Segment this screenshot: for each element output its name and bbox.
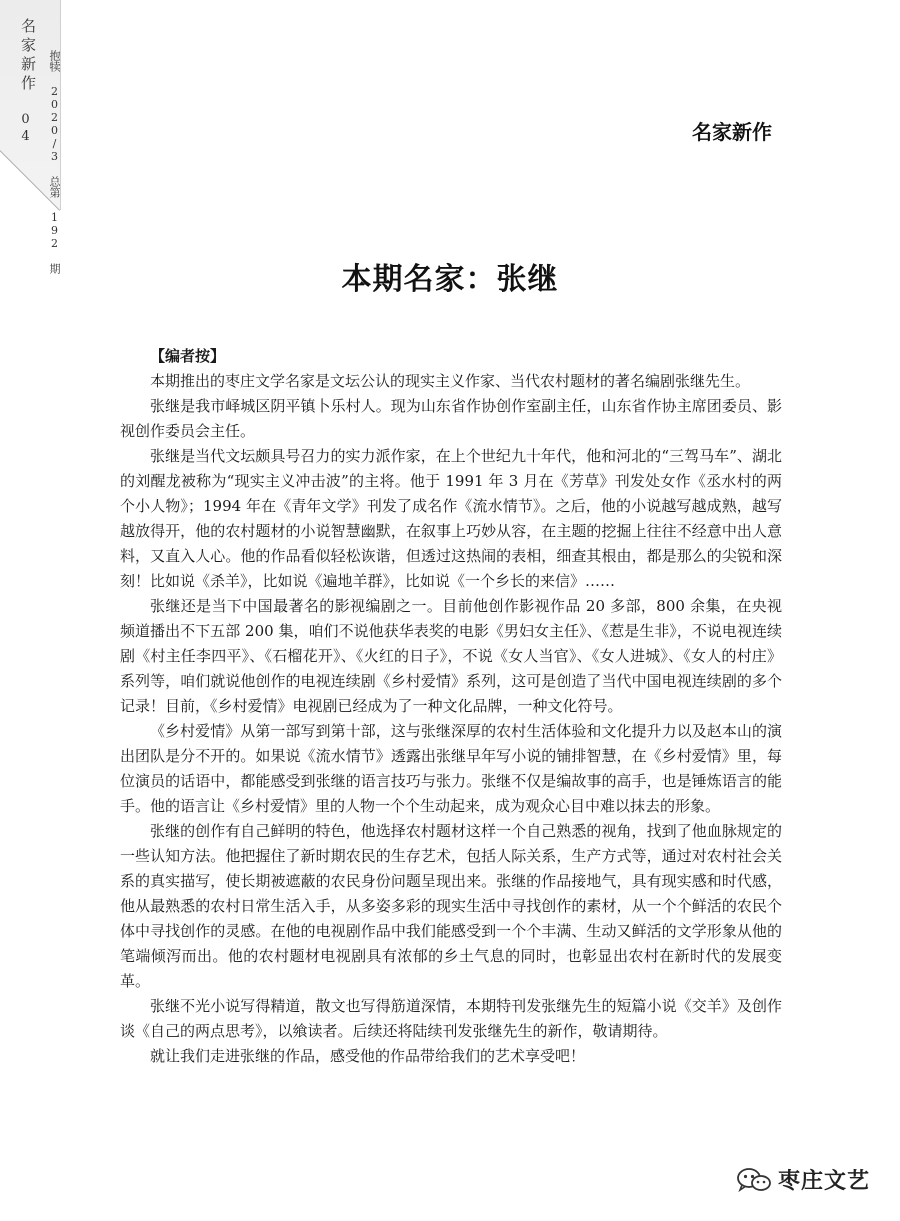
paragraph: 张继是我市峄城区阴平镇卜乐村人。现为山东省作协创作室副主任，山东省作协主席团委员、影视创作委员会主任。 [120, 397, 782, 440]
paragraph: 《乡村爱情》从第一部写到第十部，这与张继深厚的农村生活体验和文化提升力以及赵本山的演出团队是分不开的。如果说《流水情节》透露出张继早年写小说的铺排智慧，在《乡村爱情》里，每位演员的话语中，都能感受到张继的语言技巧与张力。张继不仅是编故事的高手，也是锤炼语言的能手。他的语言让《乡村爱情》里的人物一个个生动起来，成为观众心目中难以抹去的形象。 [120, 722, 782, 815]
wechat-icon [736, 1167, 772, 1193]
paragraph: 就让我们走进张继的作品，感受他的作品带给我们的艺术享受吧！ [150, 1047, 586, 1065]
paragraph: 本期推出的枣庄文学名家是文坛公认的现实主义作家、当代农村题材的著名编剧张继先生。 [150, 372, 751, 390]
paragraph: 张继是当代文坛颇具号召力的实力派作家，在上个世纪九十年代，他和河北的“三驾马车”、湖北的刘醒龙被称为“现实主义冲击波”的主将。他于 1991 年 3 月在《芳草》刊发处女作《丞水村的两个小人物》；1994 年在《青年文学》刊发了成名作《流水情节》。之后，他的小说越写越成熟，越写越放得开，他的农村题材的小说智慧幽默，在叙事上巧妙从容，在主题的挖掘上往往不经意中出人意料，又直入人心。他的作品看似轻松诙谐，但透过这热闹的表相，细查其根由，都是那么的尖锐和深刻！比如说《杀羊》，比如说《遍地羊群》，比如说《一个乡长的来信》…… [120, 447, 782, 590]
feature-title: 本期名家：张继 [341, 262, 559, 297]
paragraph: 张继还是当下中国最著名的影视编剧之一。目前他创作影视作品 20 多部，800 余集，在央视频道播出不下五部 200 集，咱们不说他获华表奖的电影《男妇女主任》、《惹是生非》，不说电视连续剧《村主任李四平》、《石榴花开》、《火红的日子》，不说《女人当官》、《女人进城》、《女人的村庄》系列等，咱们就说他创作的电视连续剧《乡村爱情》系列，这可是创造了当代中国电视连续剧的多个记录！目前，《乡村爱情》电视剧已经成为了一种文化品牌，一种文化符号。 [120, 597, 782, 715]
margin-issue-info: 抱犊 2020/3 总第 192 期 [48, 50, 61, 274]
editor-note [120, 344, 782, 1069]
margin-column-name: 名家新作 [19, 18, 37, 94]
margin-page-number: 04 [18, 112, 33, 146]
editor-note-label: 【编者按】 [150, 347, 226, 365]
column-title: 名家新作 [692, 120, 772, 144]
watermark-text: 枣庄文艺 [777, 1169, 870, 1194]
paragraph: 张继不光小说写得精道，散文也写得筋道深情，本期特刊发张继先生的短篇小说《交羊》及创作谈《自己的两点思考》，以飨读者。后续还将陆续刊发张继先生的新作，敬请期待。 [120, 997, 782, 1040]
paragraph: 张继的创作有自己鲜明的特色，他选择农村题材这样一个自己熟悉的视角，找到了他血脉规定的一些认知方法。他把握住了新时期农民的生存艺术，包括人际关系，生产方式等，通过对农村社会关系的真实描写，使长期被遮蔽的农民身份问题呈现出来。张继的作品接地气，具有现实感和时代感，他从最熟悉的农村日常生活入手，从多姿多彩的现实生活中寻找创作的素材，从一个个鲜活的农民个体中寻找创作的灵感。在他的电视剧作品中我们能感受到一个个丰满、生动又鲜活的文学形象从他的笔端倾泻而出。他的农村题材电视剧具有浓郁的乡土气息的同时，也彰显出农村在新时代的发展变革。 [120, 822, 782, 990]
account-watermark [736, 1164, 870, 1195]
